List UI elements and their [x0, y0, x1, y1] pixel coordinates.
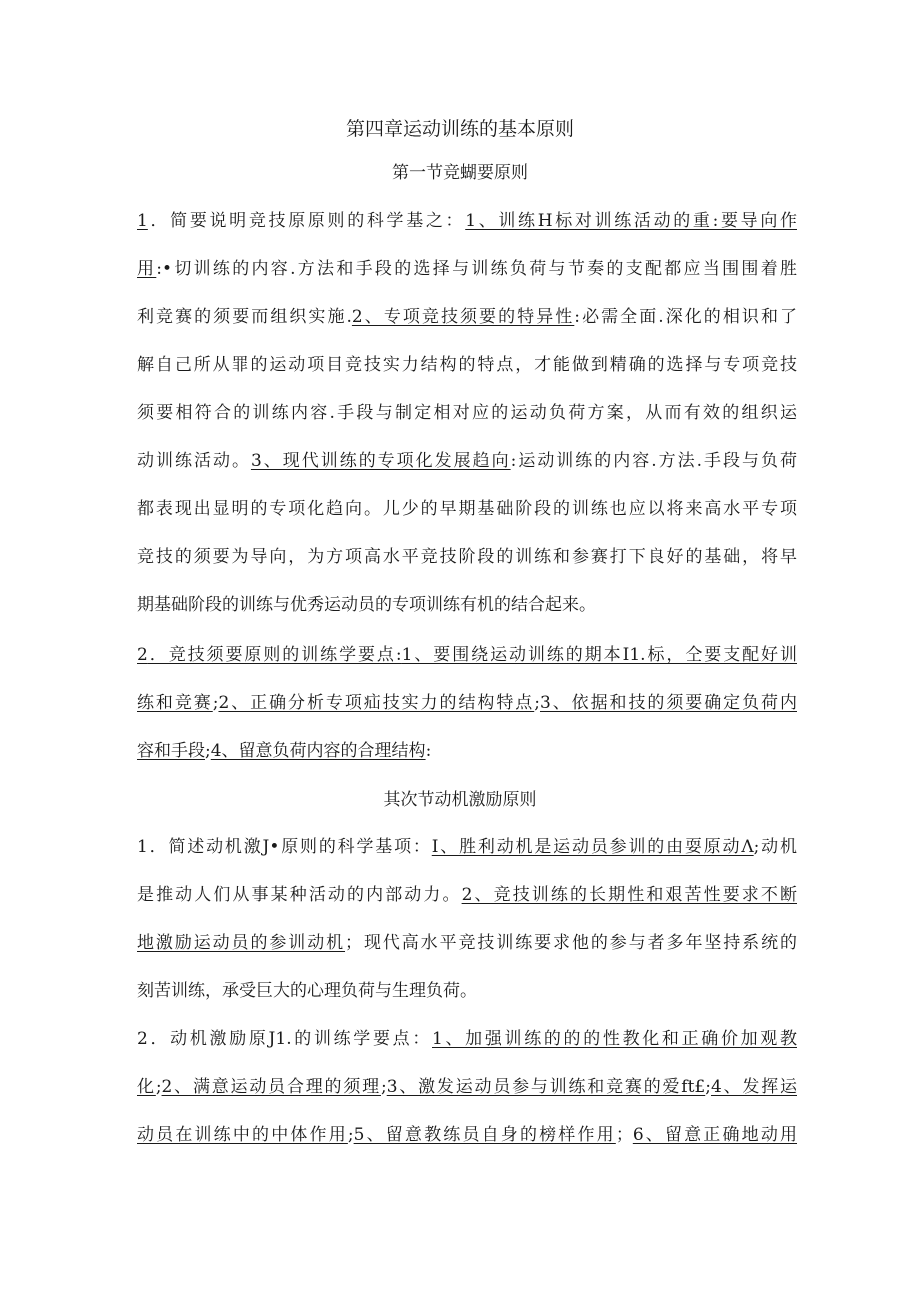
text-run: ．简述动机激J•原则的科学基项： — [147, 837, 432, 857]
text-run: ．动机激励原J1.的训练学要点： — [147, 1029, 432, 1049]
underlined-text: I、胜利动机是运动员参训的由耍原动Λ — [431, 837, 754, 857]
text-run: ； — [615, 1125, 633, 1145]
paragraph-line — [137, 1122, 797, 1148]
paragraph-line — [137, 400, 797, 426]
underlined-text: 5、留意教练员自身的榜样作用 — [353, 1125, 616, 1145]
text-run: ; — [705, 1077, 711, 1097]
underlined-text: 练和竞赛 — [137, 693, 213, 713]
paragraph-line — [137, 256, 797, 282]
underlined-text: 1、要围绕运动训练的期本I1.标，仝要支配好训 — [401, 645, 797, 665]
text-run: ; — [155, 1077, 162, 1097]
section-heading-1: 第一节竞蝴要原则 — [392, 163, 528, 183]
text-run: ; — [212, 693, 219, 713]
paragraph-line — [137, 496, 797, 522]
list-number: 1 — [137, 837, 148, 857]
text-run: :•切训练的内容.方法和手段的选择与训练负荷与节奏的支配都应当围围着胜 — [156, 259, 797, 279]
text-run: 解自己所从罪的运动项目竞技实力结构的特点，才能做到精确的选择与专项竞技 — [137, 355, 797, 375]
paragraph-line — [137, 544, 797, 570]
underlined-text: 4、留意负荷内容的合理结构 — [210, 741, 426, 761]
text-run: ．简要说明竞技原原则的科学基之： — [147, 211, 466, 231]
text-run: 利竞赛的须要而组织实施. — [137, 307, 352, 327]
underlined-text: 3、依据和技的须要确定负荷内 — [539, 693, 797, 713]
paragraph-line — [137, 304, 797, 330]
underlined-text: 3、现代训练的专项化发展趋向 — [250, 451, 511, 471]
paragraph-line — [137, 738, 797, 764]
underlined-text: 用 — [137, 259, 157, 279]
text-run: 竞技的须要为导向，为方项高水平竞技阶段的训练和参赛打下良好的基础，将早 — [137, 547, 797, 567]
text-run: :必需全面.深化的相识和了 — [574, 307, 797, 327]
text-run: 期基础阶段的训练与优秀运动员的专项训练有机的结合起来。 — [137, 595, 596, 615]
underlined-text: 化 — [137, 1077, 156, 1097]
underlined-text: 3、激发运动员参与训练和竞赛的爱ft£ — [386, 1077, 706, 1097]
paragraph-line — [137, 834, 797, 860]
paragraph-line — [137, 1026, 797, 1052]
text-run: 是推动人们从事某种活动的内部动力。 — [137, 885, 462, 905]
paragraph-line — [137, 448, 797, 474]
underlined-text: 2、正确分析专项疝技实力的结构特点 — [218, 693, 535, 713]
text-run: ; — [534, 693, 540, 713]
paragraph-line — [137, 642, 797, 668]
text-run: 都表现出显明的专项化趋向。儿少的早期基础阶段的训练也应以将来高水平专项 — [137, 499, 797, 519]
paragraph-line — [137, 978, 797, 1004]
underlined-text: 1、训练H标对训练活动的重:要导向作 — [465, 211, 797, 231]
underlined-text: 容和手段 — [137, 741, 205, 761]
underlined-text: 地激励运动员的参训动机 — [137, 933, 346, 953]
underlined-text: 2、满意运动员合理的须理 — [161, 1077, 381, 1097]
text-run: : — [425, 741, 432, 761]
text-run: ; — [380, 1077, 387, 1097]
paragraph-line — [137, 592, 797, 618]
section-heading-2: 其次节动机激励原则 — [383, 790, 537, 810]
text-run: 刻苦训练，承受巨大的心理负荷与生理负荷。 — [137, 981, 477, 1001]
paragraph-line — [137, 208, 797, 234]
chapter-title: 第四章运动训练的基本原则 — [345, 118, 574, 140]
underlined-text: 2、竞技训练的长期性和艰苦性要求不断 — [461, 885, 797, 905]
text-run: ; — [205, 741, 211, 761]
list-number: 2 — [137, 645, 148, 665]
text-run: 须要相符合的训练内容.手段与制定相对应的运动负荷方案，从而有效的组织运 — [137, 403, 797, 423]
underlined-text: ．竞技须要原则的训练学要点: — [147, 645, 402, 665]
paragraph-line — [137, 352, 797, 378]
underlined-text: 4、发挥运 — [710, 1077, 797, 1097]
text-run: ; — [347, 1125, 354, 1145]
paragraph-line — [137, 1074, 797, 1100]
text-run: ；现代高水平竞技训练要求他的参与者多年坚持系统的 — [345, 933, 797, 953]
underlined-text: 1、加强训练的的的性教化和正确价加观教 — [432, 1029, 797, 1049]
text-run: ;动机 — [753, 837, 797, 857]
paragraph-line — [137, 930, 797, 956]
list-number: 2 — [137, 1029, 148, 1049]
underlined-text: 动员在训练中的中体作用 — [137, 1125, 348, 1145]
paragraph-line — [137, 882, 797, 908]
text-run: :运动训练的内容.方法.手段与负荷 — [510, 451, 797, 471]
underlined-text: 6、留意正确地动用 — [632, 1125, 797, 1145]
underlined-text: 2、专项竞技须要的特异性 — [351, 307, 575, 327]
list-number: 1 — [137, 211, 148, 231]
paragraph-line — [137, 690, 797, 716]
text-run: 动训练活动。 — [137, 451, 251, 471]
